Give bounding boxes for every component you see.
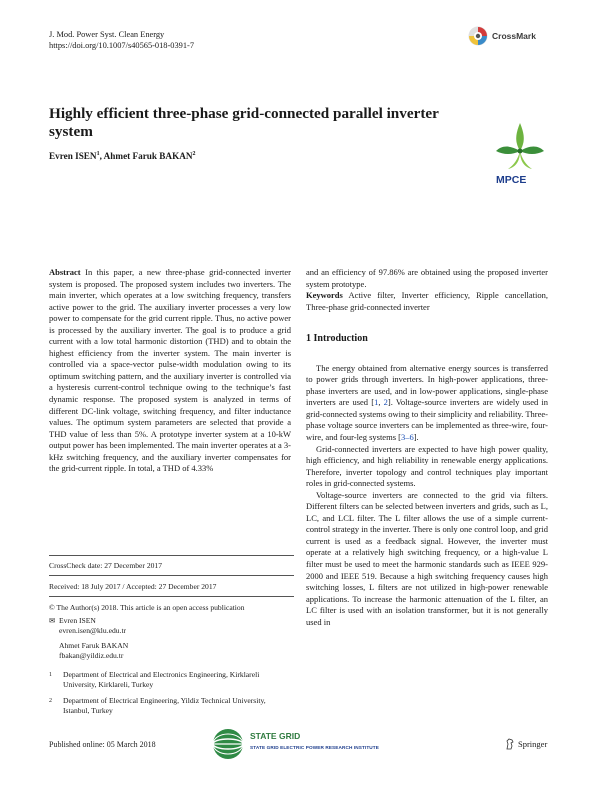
contact-1-name: Evren ISEN: [59, 616, 96, 625]
intro-paragraph-2: Grid-connected inverters are expected to have high power quality, high efficiency, and high reliability in renewable energy applications. Therefore, inverter topology and control techniques play important roles in grid-connected systems.: [306, 443, 548, 489]
springer-horse-icon: [505, 738, 515, 750]
affiliation-1: [49, 670, 294, 690]
envelope-icon: ✉: [49, 616, 56, 625]
intro-p1-text-c: ]. Voltage-source inverters are widely used in grid-connected systems owing to their simplicity and reliability. Three-phase voltage source inverters can be implemented as three-wire, four-wire, and four-leg systems [: [306, 397, 549, 443]
intro-p1-text-d: ].: [413, 432, 419, 443]
doi-link[interactable]: https://doi.org/10.1007/s40565-018-0391-7: [49, 41, 195, 50]
state-grid-subtitle: STATE GRID ELECTRIC POWER RESEARCH INSTITUTE: [250, 745, 379, 750]
abstract: [49, 267, 291, 475]
springer-logo: [505, 738, 547, 750]
received-accepted-dates: Received: 18 July 2017 / Accepted: 27 December 2017: [49, 582, 217, 591]
intro-p1-text-a: The energy obtained from alternative energy sources is transferred to power grids through inverters. In high-power applications, three-phase inverters are used, and in low-power applications, single-phase inverters are used [: [306, 362, 548, 408]
abstract-continued: and an efficiency of 97.86% are obtained using the proposed inverter system prototype.: [306, 267, 548, 289]
journal-name: J. Mod. Power Syst. Clean Energy: [49, 30, 165, 39]
meta-divider: [49, 555, 294, 556]
left-column: [49, 267, 291, 475]
affiliation-2-text: Department of Electrical Engineering, Yildiz Technical University, Istanbul, Turkey: [63, 696, 266, 715]
contact-2: [49, 641, 304, 661]
affiliation-2: [49, 696, 294, 716]
meta-divider: [49, 575, 294, 576]
state-grid-logo-icon: [212, 728, 244, 760]
crossmark-badge[interactable]: [468, 26, 548, 46]
mpce-logo-label: MPCE: [496, 174, 527, 186]
keywords-text: Active filter, Inverter efficiency, Ripple cancellation, Three-phase grid-connected inverter: [306, 290, 549, 312]
copyright-notice: © The Author(s) 2018. This article is an open access publication: [49, 603, 245, 612]
intro-p1-text-b: ,: [378, 397, 384, 408]
affiliation-1-text: Department of Electrical and Electronics Engineering, Kirklareli University, Kirklareli, Turkey: [63, 670, 260, 689]
citation-link[interactable]: 2: [383, 397, 388, 408]
crossmark-icon: [468, 26, 488, 46]
published-online-date: Published online: 05 March 2018: [49, 740, 156, 749]
author-2[interactable]: Ahmet Faruk BAKAN: [103, 151, 193, 162]
author-list: [49, 151, 195, 161]
contact-1: [49, 616, 294, 636]
meta-divider: [49, 596, 294, 597]
citation-link[interactable]: 1: [374, 397, 379, 408]
contact-1-email[interactable]: evren.isen@klu.edu.tr: [59, 626, 127, 635]
affiliation-1-num: 1: [49, 672, 52, 678]
author-separator: ,: [99, 151, 104, 162]
author-1-affil: 1: [96, 151, 100, 157]
crossmark-label: CrossMark: [492, 31, 536, 41]
springer-label: Springer: [518, 739, 548, 749]
keywords: [306, 290, 548, 313]
intro-paragraph-1: [306, 363, 548, 444]
right-column: [306, 267, 548, 628]
section-heading: 1 Introduction: [306, 333, 368, 345]
author-1[interactable]: Evren ISEN: [49, 151, 97, 162]
abstract-heading: Abstract: [49, 267, 81, 277]
contact-2-email[interactable]: fbakan@yildiz.edu.tr: [59, 651, 124, 660]
affiliation-2-num: 2: [49, 698, 52, 704]
author-2-affil: 2: [192, 151, 196, 157]
abstract-text: In this paper, a new three-phase grid-connected inverter system is proposed. The proposed system includes two inverters. The main inverter, which operates at a low switching frequency, transfers active power to the grid. The auxiliary inverter processes a very low power to compensate for the grid current ripple. Thus, no active power is processed by the auxiliary inverter. The goal is to produce a grid current with a low total harmonic distortion (THD) and to obtain the highest efficiency from the inverter system. The main inverter is controlled via a space-vector pulse-width modulation owing to its optimum switching pattern, and the auxiliary inverter is controlled via a hysteresis current-control technique owing to the technique’s fast dynamic response. The proposed system is analyzed in terms of different DC-link voltage, switching frequency, and filter inductance values. The optimum system parameters are selected that provide a THD value of less than 5%. A prototype inverter system at a 10-kW output power has been implemented. The main inverter operates at a 3-kHz switching frequency, and the auxiliary inverter compensates for the grid-current ripple. In total, a THD of 4.33%: [49, 267, 292, 474]
citation-link[interactable]: 3–6: [400, 432, 414, 443]
state-grid-name: STATE GRID: [250, 731, 301, 741]
paper-title: Highly efficient three-phase grid-connected parallel inverter system: [49, 105, 439, 140]
crosscheck-date: CrossCheck date: 27 December 2017: [49, 561, 163, 570]
contact-2-name: Ahmet Faruk BAKAN: [59, 641, 129, 650]
keywords-heading: Keywords: [306, 290, 343, 301]
intro-paragraph-3: Voltage-source inverters are connected to the grid via filters. Different filters can be selected between inverters and grids, such as L, LC, and LCL filter. The L filter allows the use of a simple current-control strategy in the inverter. There is only one control loop, and grid current is used as a feedback signal. However, the inverter must operate at a relatively high switching frequency, or a high-value L filter must be used to meet the harmonic standards such as IEEE 929-2000 and IEEE 519. Because a high switching frequency causes high switching losses, L filters are not utilized in high-power renewable applications. To increase the harmonic attenuation of the L filter, an LC filter is used with an isolation transformer, but it is not generally used in: [306, 489, 548, 627]
